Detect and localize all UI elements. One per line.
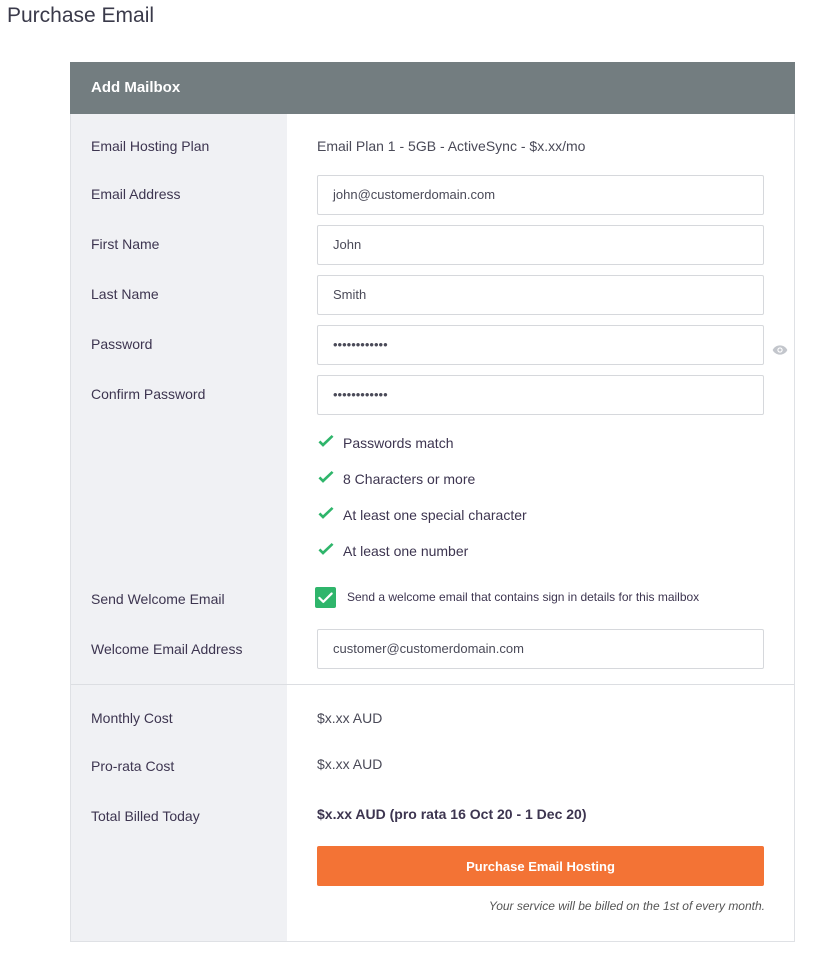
welcome-address-label: Welcome Email Address [91,641,243,657]
check-label: 8 Characters or more [343,471,476,487]
checkmark-icon [317,469,335,487]
plan-value: Email Plan 1 - 5GB - ActiveSync - $x.xx/mo [317,138,586,154]
checkmark-icon [317,433,335,451]
password-field[interactable]: •••••••••••• [317,325,764,365]
check-label: At least one number [343,543,469,559]
send-welcome-label: Send Welcome Email [91,591,225,607]
eye-icon[interactable] [772,342,788,358]
checkmark-icon [317,541,335,559]
last-name-field[interactable]: Smith [317,275,764,315]
confirm-password-label: Confirm Password [91,386,206,402]
welcome-email-checkbox[interactable] [315,587,336,608]
check-label: At least one special character [343,507,527,523]
email-field[interactable]: john@customerdomain.com [317,175,764,215]
page-title: Purchase Email [7,4,155,27]
email-label: Email Address [91,186,181,202]
welcome-checkbox-label[interactable]: Send a welcome email that contains sign in details for this mailbox [347,590,700,604]
section-divider [71,684,794,685]
total-billed-label: Total Billed Today [91,808,200,824]
plan-label: Email Hosting Plan [91,138,210,154]
billing-note: Your service will be billed on the 1st of every month. [488,899,765,913]
add-mailbox-card [70,62,795,942]
prorata-cost-value: $x.xx AUD [317,756,383,772]
checkmark-icon [317,505,335,523]
first-name-field[interactable]: John [317,225,764,265]
monthly-cost-value: $x.xx AUD [317,710,383,726]
first-name-label: First Name [91,236,160,252]
password-label: Password [91,336,153,352]
purchase-email-hosting-button[interactable]: Purchase Email Hosting [317,846,764,886]
check-label: Passwords match [343,435,454,451]
prorata-cost-label: Pro-rata Cost [91,758,175,774]
welcome-address-field[interactable]: customer@customerdomain.com [317,629,764,669]
checkmark-icon [315,587,336,608]
card-header: Add Mailbox [70,62,795,114]
monthly-cost-label: Monthly Cost [91,710,173,726]
total-billed-value: $x.xx AUD (pro rata 16 Oct 20 - 1 Dec 20) [317,806,587,822]
last-name-label: Last Name [91,286,159,302]
confirm-password-field[interactable]: •••••••••••• [317,375,764,415]
